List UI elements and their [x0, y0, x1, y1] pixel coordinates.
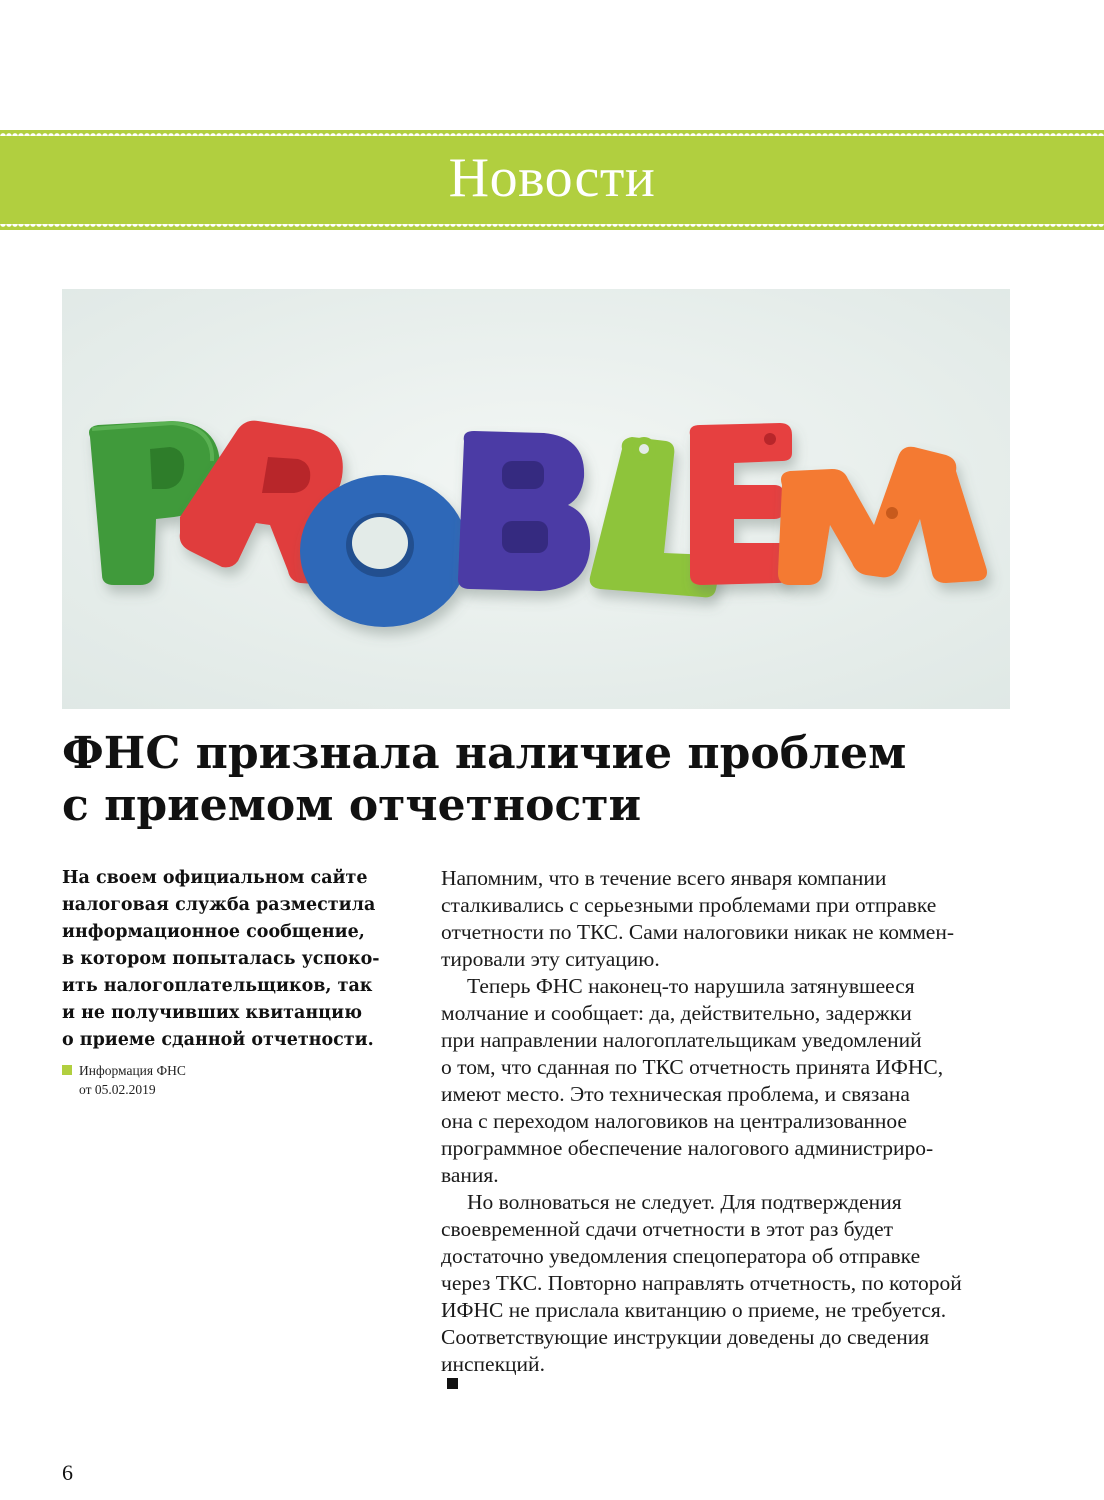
- article-lead: [62, 865, 380, 1054]
- lead-line: ить налогоплательщиков, так: [62, 976, 373, 996]
- body-line: при направлении налогоплательщикам уведомлений: [441, 1028, 922, 1052]
- letter-e-shape: [690, 423, 792, 585]
- body-line: программное обеспечение налогового администриро-: [441, 1136, 934, 1160]
- body-line: о том, что сданная по ТКС отчетность принята ИФНС,: [441, 1055, 944, 1079]
- end-of-article-icon: [447, 1378, 458, 1389]
- body-line: Но волноваться не следует. Для подтверждения: [467, 1190, 902, 1214]
- body-line: вания.: [441, 1163, 499, 1187]
- lead-line: налоговая служба разместила: [62, 895, 376, 915]
- banner-scallop-bottom: [0, 224, 1104, 230]
- page-number: 6: [62, 1460, 73, 1485]
- section-title: Новости: [448, 147, 656, 209]
- body-line: сталкивались с серьезными проблемами при отправке: [441, 893, 937, 917]
- body-line: достаточно уведомления спецоператора об отправке: [441, 1244, 921, 1268]
- body-line: тировали эту ситуацию.: [441, 947, 660, 971]
- body-line: ИФНС не прислала квитанцию о приеме, не требуется.: [441, 1298, 947, 1322]
- body-last-line: [441, 1351, 1021, 1389]
- lead-line: и не получивших квитанцию: [62, 1003, 363, 1023]
- lead-line: информационное сообщение,: [62, 922, 365, 942]
- body-line: Теперь ФНС наконец-то нарушила затянувшееся: [467, 974, 915, 998]
- source-line-1: Информация ФНС: [79, 1063, 186, 1078]
- body-line: Напомним, что в течение всего января компании: [441, 866, 887, 890]
- problem-letters-image: [62, 289, 1010, 709]
- lead-line: На своем официальном сайте: [62, 868, 368, 888]
- lead-line: в котором попыталась успоко-: [62, 949, 380, 969]
- body-line: своевременной сдачи отчетности в этот раз будет: [441, 1217, 894, 1241]
- body-line: инспекций.: [441, 1352, 545, 1376]
- source-line-2: от 05.02.2019: [79, 1082, 156, 1097]
- body-line: Соответствующие инструкции доведены до сведения: [441, 1325, 930, 1349]
- body-line: через ТКС. Повторно направлять отчетность, по которой: [441, 1271, 962, 1295]
- body-line: она с переходом налоговиков на централизованное: [441, 1109, 907, 1133]
- article-body: [441, 865, 1021, 1389]
- source-note: [62, 1061, 322, 1099]
- lead-line: о приеме сданной отчетности.: [62, 1030, 374, 1050]
- body-line: имеют место. Это техническая проблема, и связана: [441, 1082, 910, 1106]
- letter-o-shape: [300, 475, 468, 627]
- section-banner: [0, 130, 1104, 230]
- article-photo: [62, 289, 1010, 709]
- source-marker-icon: [62, 1065, 72, 1075]
- body-line: отчетности по ТКС. Сами налоговики никак не коммен-: [441, 920, 955, 944]
- headline-line: с приемом отчетности: [62, 780, 642, 831]
- body-line: молчание и сообщает: да, действительно, задержки: [441, 1001, 912, 1025]
- headline-line: ФНС признала наличие проблем: [62, 728, 907, 779]
- banner-scallop-top: [0, 130, 1104, 136]
- article-headline: [62, 728, 1022, 832]
- letter-b-shape: [458, 431, 590, 591]
